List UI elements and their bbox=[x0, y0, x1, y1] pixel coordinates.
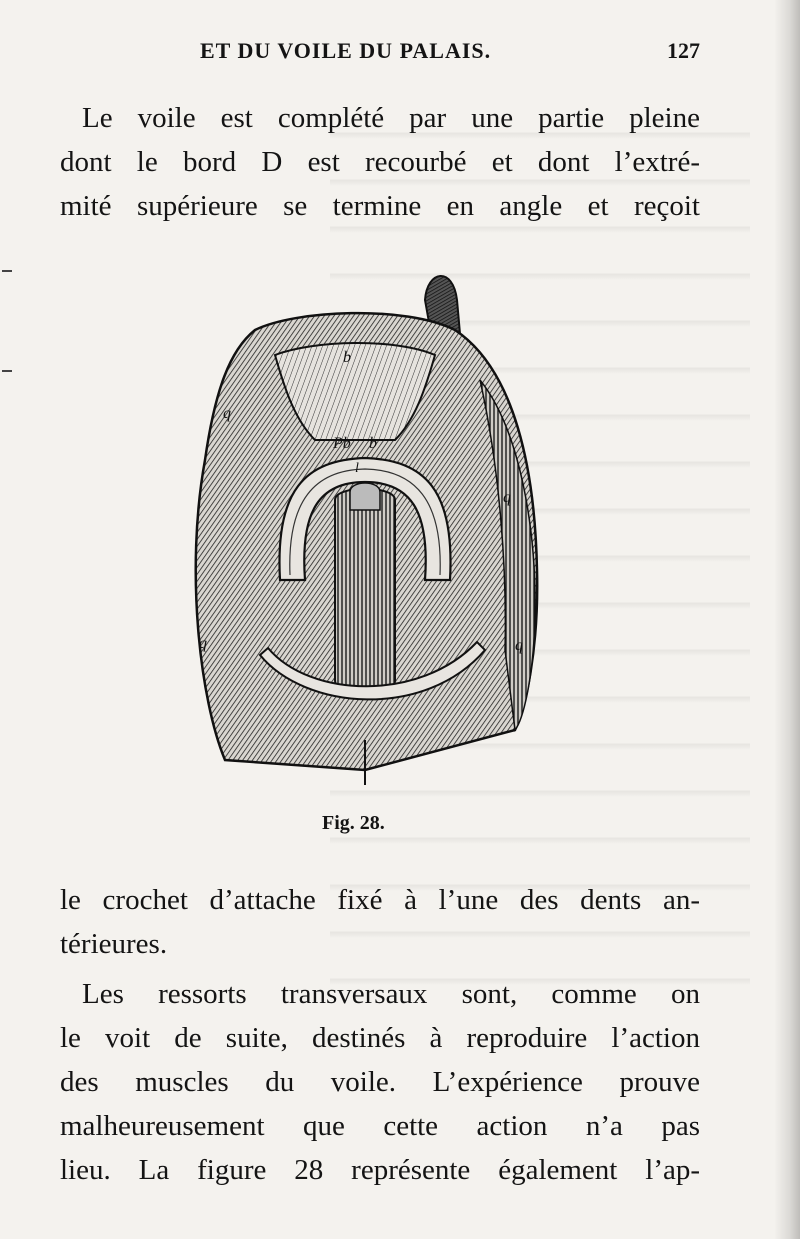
figure-label: q bbox=[199, 635, 207, 652]
text-line: lieu. La figure 28 représente également l’ap- bbox=[60, 1154, 700, 1186]
text-line: des muscles du voile. L’expérience prouve bbox=[60, 1066, 700, 1098]
margin-mark bbox=[2, 270, 12, 272]
figure-label: l bbox=[355, 461, 359, 476]
figure-label: b bbox=[369, 435, 377, 452]
paragraph-final bbox=[60, 972, 700, 1192]
text-line: Le voile est complété par une partie pleine bbox=[82, 102, 700, 134]
palate-prosthesis-engraving bbox=[185, 270, 565, 795]
figure-label: q bbox=[503, 489, 511, 506]
paragraph-bottom bbox=[60, 878, 700, 966]
figure-label: b bbox=[343, 349, 351, 366]
figure-label: Pb bbox=[333, 435, 351, 452]
page-header bbox=[60, 38, 700, 68]
text-line: mité supérieure se termine en angle et reçoit bbox=[60, 190, 700, 222]
figure-illustration bbox=[185, 270, 565, 795]
page-edge-shadow bbox=[774, 0, 800, 1239]
text-line: térieures. bbox=[60, 928, 168, 960]
figure-label: q bbox=[223, 405, 231, 422]
running-head: ET DU VOILE DU PALAIS. bbox=[200, 38, 492, 63]
margin-mark bbox=[2, 370, 12, 372]
figure-caption: Fig. 28. bbox=[322, 812, 385, 834]
text-line: Les ressorts transversaux sont, comme on bbox=[82, 978, 700, 1010]
text-line: le crochet d’attache fixé à l’une des dents an- bbox=[60, 884, 700, 916]
text-line: dont le bord D est recourbé et dont l’extré- bbox=[60, 146, 700, 178]
page-number: 127 bbox=[667, 38, 700, 63]
text-line: malheureusement que cette action n’a pas bbox=[60, 1110, 700, 1142]
text-line: le voit de suite, destinés à reproduire l’action bbox=[60, 1022, 700, 1054]
figure-label: q bbox=[515, 637, 523, 654]
paragraph-top bbox=[60, 96, 700, 228]
